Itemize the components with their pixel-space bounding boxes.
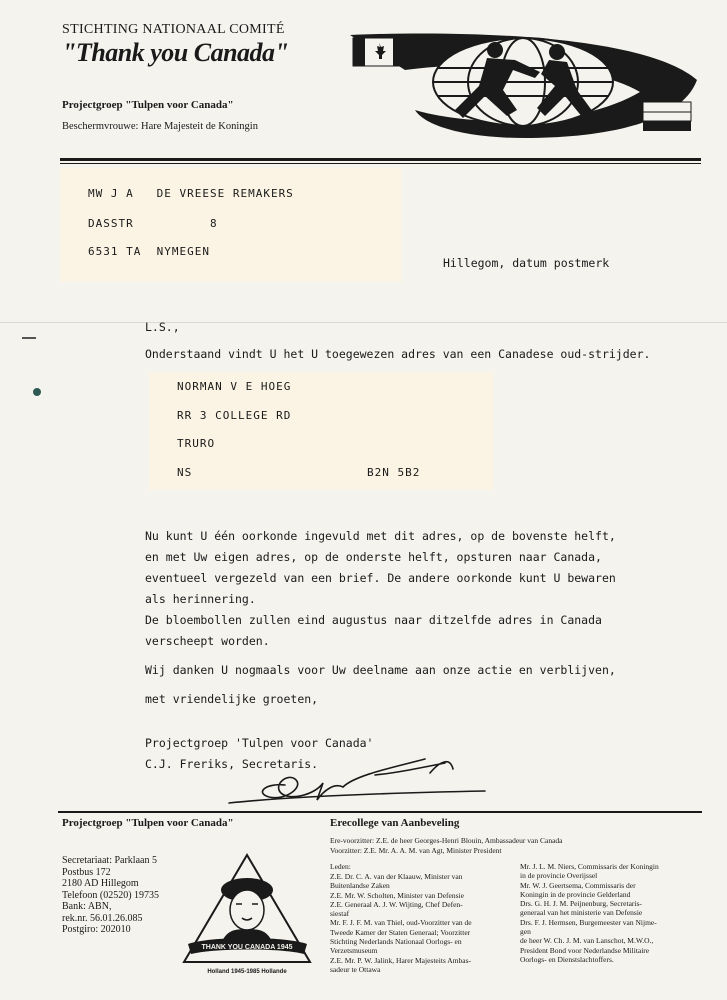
signatory: C.J. Freriks, Secretaris. xyxy=(145,757,319,771)
contact-line: 2180 AD Hillegom xyxy=(62,878,139,889)
member-line: gen xyxy=(520,927,531,937)
paragraph-line: Nu kunt U één oorkonde ingevuld met dit adres, op de bovenste helft, xyxy=(145,529,616,543)
contact-line: Secretariaat: Parklaan 5 xyxy=(62,855,157,866)
member-line: Mr. F. J. F. M. van Thiel, oud-Voorzitter van de xyxy=(330,918,472,928)
member-line: President Bond voor Nederlandse Militaire xyxy=(520,945,650,955)
member-line: in de provincie Overijssel xyxy=(520,871,598,881)
patron-line: Beschermvrouwe: Hare Majesteit de Koningin xyxy=(62,121,258,132)
soldier-badge-icon xyxy=(180,852,315,980)
header-rule-thin xyxy=(60,163,701,164)
veteran-province: NS xyxy=(177,466,193,479)
paragraph-line: verscheept worden. xyxy=(145,634,270,648)
org-name: STICHTING NATIONAAL COMITÉ xyxy=(62,22,285,37)
project-group-line: Projectgroep "Tulpen voor Canada" xyxy=(62,99,234,111)
veteran-street: RR 3 COLLEGE RD xyxy=(177,409,292,422)
canada-flag-icon xyxy=(353,38,405,66)
org-title: "Thank you Canada" xyxy=(62,38,289,67)
member-line: Z.E. Mr. W. Scholten, Minister van Defensie xyxy=(330,890,464,900)
member-line: Buitenlandse Zaken xyxy=(330,881,390,891)
footer-contact xyxy=(62,855,159,936)
paragraph-line: eventueel vergezeld van een brief. De andere oorkonde kunt U bewaren xyxy=(145,571,616,585)
ink-dot xyxy=(33,388,41,396)
college-vice-chair: Voorzitter: Z.E. Mr. A. A. M. van Agt, Minister President xyxy=(330,846,502,855)
contact-line: rek.nr. 56.01.26.085 xyxy=(62,912,143,924)
veteran-city: TRURO xyxy=(177,437,216,450)
members-left xyxy=(330,872,515,974)
badge-years: Holland 1945-1985 Hollande xyxy=(207,969,287,975)
member-line: Drs. G. H. J. M. Peijnenburg, Secretaris- xyxy=(520,899,642,909)
contact-line: Postbus 172 xyxy=(62,866,111,878)
member-line: Z.E. Generaal A. J. W. Wijting, Chef Defen- xyxy=(330,899,463,909)
dutch-flag-icon xyxy=(643,102,691,131)
member-line: Z.E. Mr. P. W. Jalink, Harer Majesteits Ambas- xyxy=(330,955,472,965)
contact-line: Bank: ABN, xyxy=(62,901,112,912)
footer-rule xyxy=(58,811,702,813)
salutation: L.S., xyxy=(145,320,180,334)
member-line: Mr. J. L. M. Niers, Commissaris der Koningin xyxy=(520,862,659,871)
thanks-line: met vriendelijke groeten, xyxy=(145,692,319,706)
footer-heading: Projectgroep "Tulpen voor Canada" xyxy=(62,817,234,829)
member-line: de heer W. Ch. J. M. van Lanschot, M.W.O., xyxy=(520,936,654,946)
recipient-line1: MW J A DE VREESE REMAKERS xyxy=(88,187,294,200)
signature xyxy=(225,745,505,810)
contact-line: Telefoon (02520) 19735 xyxy=(62,889,160,901)
contact-line: Postgiro: 202010 xyxy=(62,924,131,935)
college-heading: Erecollege van Aanbeveling xyxy=(330,817,460,829)
member-line: siestaf xyxy=(330,909,350,919)
fold-line xyxy=(0,322,727,323)
fold-mark xyxy=(22,337,36,339)
paragraph-line: als herinnering. xyxy=(145,592,256,606)
members-label: Leden: xyxy=(330,862,351,871)
thanks-line: Wij danken U nogmaals voor Uw deelname aan onze actie en verblijven, xyxy=(145,663,616,677)
member-line: Verzetsmuseum xyxy=(330,946,378,956)
paragraph-line: De bloembollen zullen eind augustus naar ditzelfde adres in Canada xyxy=(145,613,602,627)
member-line: Tweede Kamer der Staten Generaal; Voorzitter xyxy=(330,927,471,937)
place-date: Hillegom, datum postmerk xyxy=(443,256,610,270)
header-rule xyxy=(60,158,701,161)
comite-logo xyxy=(345,30,700,142)
member-line: Oorlogs- en Dienstslachtoffers. xyxy=(520,954,614,964)
veteran-address-label xyxy=(149,372,493,490)
closing-org: Projectgroep 'Tulpen voor Canada' xyxy=(145,736,374,750)
recipient-address-label xyxy=(60,168,402,282)
member-line: Drs. F. J. Hermsen, Burgemeester van Nijme- xyxy=(520,917,657,927)
paragraph-line: en met Uw eigen adres, op de onderste helft, opsturen naar Canada, xyxy=(145,550,602,564)
intro-line: Onderstaand vindt U het U toegewezen adres van een Canadese oud-strijder. xyxy=(145,347,651,361)
member-line: Koningin in de provincie Gelderland xyxy=(520,889,631,899)
member-line: Stichting Nederlands Nationaal Oorlogs- en xyxy=(330,937,462,947)
college-chair: Ere-voorzitter: Z.E. de heer Georges-Henri Blouin, Ambassadeur van Canada xyxy=(330,836,563,845)
veteran-postal-code: B2N 5B2 xyxy=(367,466,421,479)
members-right xyxy=(520,862,705,964)
member-line: generaal van het ministerie van Defensie xyxy=(520,908,643,918)
member-line: Mr. W. J. Geertsema, Commissaris der xyxy=(520,880,636,890)
recipient-line3: 6531 TA NYMEGEN xyxy=(88,245,210,258)
recipient-line2: DASSTR 8 xyxy=(88,217,218,230)
badge-text: THANK YOU CANADA 1945 xyxy=(201,944,293,951)
veteran-name: NORMAN V E HOEG xyxy=(177,380,292,393)
member-line: sadeur te Ottawa xyxy=(330,964,381,974)
member-line: Z.E. Dr. C. A. van der Klaauw, Minister van xyxy=(330,872,463,881)
